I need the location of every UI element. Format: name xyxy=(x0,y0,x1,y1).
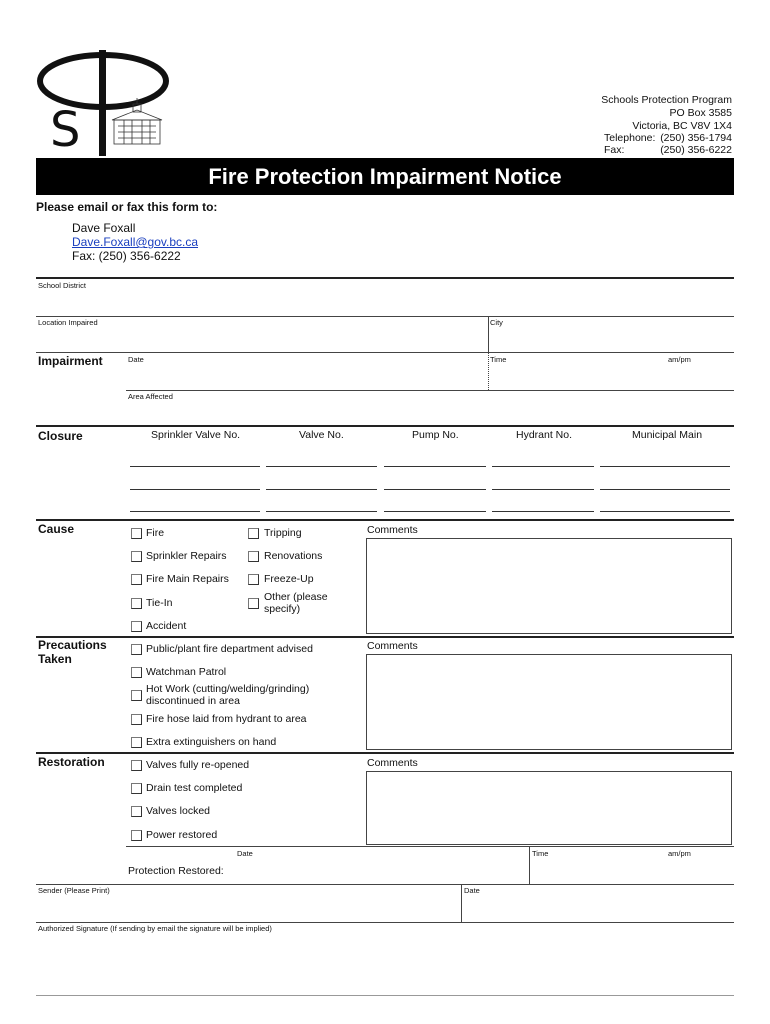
restoration-valves-locked-checkbox[interactable] xyxy=(131,806,142,817)
divider xyxy=(36,519,734,521)
footer-divider xyxy=(36,995,734,996)
divider xyxy=(36,884,734,885)
sp-logo xyxy=(36,48,176,158)
instructions: Please email or fax this form to: xyxy=(36,200,218,214)
restoration-valves-locked-label: Valves locked xyxy=(146,805,211,817)
impairment-ampm-label: am/pm xyxy=(668,355,691,364)
cause-fire-main-repairs-label: Fire Main Repairs xyxy=(146,573,229,585)
restoration-drain-test-label: Drain test completed xyxy=(146,782,243,794)
precaution-fire-hose-label: Fire hose laid from hydrant to area xyxy=(146,713,307,725)
impairment-time-input[interactable] xyxy=(490,364,734,388)
restoration-heading: Restoration xyxy=(38,755,105,769)
cause-freeze-up-checkbox[interactable] xyxy=(248,574,259,585)
divider xyxy=(488,316,489,352)
restoration-drain-test-checkbox[interactable] xyxy=(131,783,142,794)
divider xyxy=(36,316,734,317)
protection-restored-time-label: Time xyxy=(532,849,549,858)
closure-municipal-main-line[interactable] xyxy=(600,466,730,467)
fax-label: Fax: xyxy=(604,144,625,156)
cause-fire-main-repairs-checkbox[interactable] xyxy=(131,574,142,585)
telephone-label: Telephone: xyxy=(604,132,656,144)
cause-other-checkbox[interactable] xyxy=(248,598,259,609)
precautions-comments-box[interactable] xyxy=(366,654,732,750)
closure-valve-line[interactable] xyxy=(266,466,377,467)
closure-hydrant-line[interactable] xyxy=(492,489,594,490)
closure-col-pump: Pump No. xyxy=(412,429,459,441)
cause-renovations-label: Renovations xyxy=(264,550,323,562)
divider xyxy=(36,636,734,638)
location-impaired-input[interactable] xyxy=(36,327,488,351)
closure-pump-line[interactable] xyxy=(384,466,486,467)
protection-restored-time-input[interactable] xyxy=(532,858,734,882)
precaution-fire-dept-checkbox[interactable] xyxy=(131,644,142,655)
cause-comments-box[interactable] xyxy=(366,538,732,634)
cause-tie-in-checkbox[interactable] xyxy=(131,598,142,609)
page-title: Fire Protection Impairment Notice xyxy=(208,164,562,189)
precaution-hot-work-label: Hot Work (cutting/welding/grinding) discontinued in area xyxy=(146,683,310,707)
closure-heading: Closure xyxy=(38,429,83,443)
area-affected-label: Area Affected xyxy=(128,392,173,401)
divider xyxy=(36,352,734,353)
cause-sprinkler-repairs-label: Sprinkler Repairs xyxy=(146,550,227,562)
divider xyxy=(529,846,530,884)
impairment-heading: Impairment xyxy=(38,354,103,368)
sp-logo-mark xyxy=(36,48,176,158)
closure-hydrant-line[interactable] xyxy=(492,511,594,512)
cause-tie-in-label: Tie-In xyxy=(146,597,173,609)
city-input[interactable] xyxy=(490,327,734,351)
divider xyxy=(126,846,734,847)
school-district-input[interactable] xyxy=(36,290,734,314)
restoration-comments-box[interactable] xyxy=(366,771,732,845)
precaution-fire-hose-checkbox[interactable] xyxy=(131,714,142,725)
school-district-label: School District xyxy=(38,281,86,290)
sender-label: Sender (Please Print) xyxy=(38,886,110,895)
cause-tripping-checkbox[interactable] xyxy=(248,528,259,539)
restoration-power-restored-checkbox[interactable] xyxy=(131,830,142,841)
city-label: City xyxy=(490,318,503,327)
fax-number: (250) 356-6222 xyxy=(660,144,732,156)
closure-col-hydrant: Hydrant No. xyxy=(516,429,573,441)
cause-fire-label: Fire xyxy=(146,527,165,539)
closure-sprinkler-valve-line[interactable] xyxy=(130,489,260,490)
precaution-extinguishers-checkbox[interactable] xyxy=(131,737,142,748)
contact-fax: Fax: (250) 356-6222 xyxy=(72,249,181,263)
cause-comments-label: Comments xyxy=(367,524,418,536)
protection-restored-ampm-label: am/pm xyxy=(668,849,691,858)
cause-heading: Cause xyxy=(38,522,75,536)
closure-hydrant-line[interactable] xyxy=(492,466,594,467)
cause-renovations-checkbox[interactable] xyxy=(248,551,259,562)
protection-restored-label: Protection Restored: xyxy=(128,865,224,877)
divider xyxy=(36,277,734,279)
cause-other-label: Other (please specify) xyxy=(264,591,328,615)
sender-name-input[interactable] xyxy=(36,895,460,919)
impairment-date-label: Date xyxy=(128,355,144,364)
contact-email-link[interactable]: Dave.Foxall@gov.bc.ca xyxy=(72,235,199,249)
closure-pump-line[interactable] xyxy=(384,489,486,490)
cause-freeze-up-label: Freeze-Up xyxy=(264,573,314,585)
impairment-date-input[interactable] xyxy=(126,364,488,388)
signature-label: Authorized Signature (If sending by email the signature will be implied) xyxy=(38,924,272,933)
divider xyxy=(488,352,489,390)
title-bar xyxy=(36,158,734,195)
telephone-number: (250) 356-1794 xyxy=(660,132,732,144)
svg-text:S: S xyxy=(50,102,81,158)
contact-name: Dave Foxall xyxy=(72,221,136,235)
cause-sprinkler-repairs-checkbox[interactable] xyxy=(131,551,142,562)
location-impaired-label: Location Impaired xyxy=(38,318,98,327)
restoration-comments-label: Comments xyxy=(367,757,418,769)
org-name: Schools Protection Program xyxy=(601,94,732,106)
cause-accident-checkbox[interactable] xyxy=(131,621,142,632)
precaution-extinguishers-label: Extra extinguishers on hand xyxy=(146,736,277,748)
divider xyxy=(461,884,462,922)
restoration-power-restored-label: Power restored xyxy=(146,829,218,841)
org-address-line1: PO Box 3585 xyxy=(669,107,732,119)
cause-accident-label: Accident xyxy=(146,620,187,632)
precautions-heading: Precautions Taken xyxy=(38,638,107,666)
precaution-watchman-label: Watchman Patrol xyxy=(146,666,227,678)
precaution-hot-work-checkbox[interactable] xyxy=(131,690,142,701)
closure-col-sprinkler-valve: Sprinkler Valve No. xyxy=(151,429,241,441)
closure-col-municipal-main: Municipal Main xyxy=(632,429,703,441)
closure-municipal-main-line[interactable] xyxy=(600,489,730,490)
area-affected-input[interactable] xyxy=(126,401,734,423)
divider xyxy=(36,752,734,754)
closure-valve-line[interactable] xyxy=(266,511,377,512)
divider xyxy=(36,922,734,923)
divider xyxy=(36,425,734,427)
cause-tripping-label: Tripping xyxy=(264,527,302,539)
closure-municipal-main-line[interactable] xyxy=(600,511,730,512)
protection-restored-date-input[interactable] xyxy=(230,858,528,882)
precaution-fire-dept-label: Public/plant fire department advised xyxy=(146,643,313,655)
closure-col-valve: Valve No. xyxy=(299,429,344,441)
restoration-valves-reopened-label: Valves fully re-opened xyxy=(146,759,250,771)
sender-date-label: Date xyxy=(464,886,480,895)
closure-pump-line[interactable] xyxy=(384,511,486,512)
signature-input[interactable] xyxy=(36,934,734,990)
impairment-time-label: Time xyxy=(490,355,507,364)
precautions-comments-label: Comments xyxy=(367,640,418,652)
sender-date-input[interactable] xyxy=(464,895,734,919)
divider xyxy=(126,390,734,391)
closure-valve-line[interactable] xyxy=(266,489,377,490)
restoration-valves-reopened-checkbox[interactable] xyxy=(131,760,142,771)
precaution-watchman-checkbox[interactable] xyxy=(131,667,142,678)
closure-sprinkler-valve-line[interactable] xyxy=(130,511,260,512)
cause-fire-checkbox[interactable] xyxy=(131,528,142,539)
org-address-line2: Victoria, BC V8V 1X4 xyxy=(632,120,732,132)
closure-sprinkler-valve-line[interactable] xyxy=(130,466,260,467)
protection-restored-date-label: Date xyxy=(237,849,253,858)
